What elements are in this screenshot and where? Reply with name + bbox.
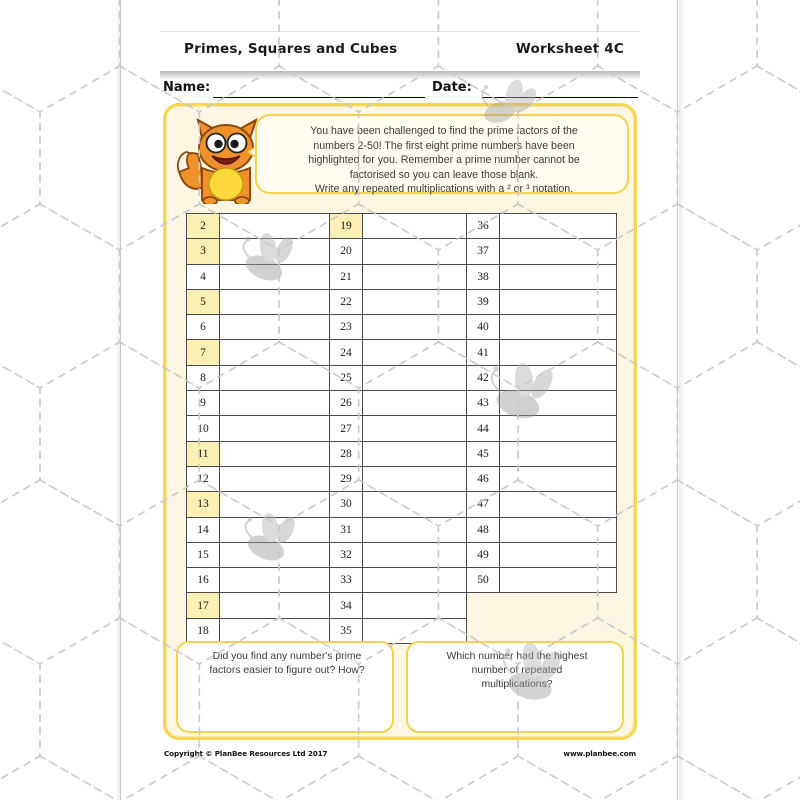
- answer-cell[interactable]: [220, 618, 330, 643]
- answer-cell[interactable]: [220, 466, 330, 491]
- table-row: [187, 441, 617, 466]
- number-cell-prime: 5: [187, 289, 220, 314]
- number-cell: 4: [187, 264, 220, 289]
- question-2-line-3: multiplications?: [481, 679, 553, 691]
- empty-cell: [500, 593, 617, 618]
- number-cell: 6: [187, 315, 220, 340]
- number-cell: 24: [330, 340, 363, 365]
- number-cell: 16: [187, 568, 220, 593]
- number-cell: 47: [467, 492, 500, 517]
- question-1-line-2: factors easier to figure out? How?: [209, 665, 365, 677]
- number-cell: 9: [187, 391, 220, 416]
- page-title: Primes, Squares and Cubes: [184, 41, 398, 57]
- number-cell: 33: [330, 568, 363, 593]
- instructions-line-1: You have been challenged to find the prime factors of the: [310, 125, 578, 137]
- answer-cell[interactable]: [363, 391, 467, 416]
- instructions-line-2: numbers 2-50! The first eight prime numbers have been: [313, 139, 575, 152]
- number-cell: 44: [467, 416, 500, 441]
- number-cell: 39: [467, 289, 500, 314]
- table-row: [187, 340, 617, 365]
- number-cell: 41: [467, 340, 500, 365]
- instructions-speech-bubble: [255, 114, 629, 194]
- answer-cell[interactable]: [500, 416, 617, 441]
- answer-cell[interactable]: [220, 239, 330, 264]
- number-cell: 25: [330, 365, 363, 390]
- number-cell: 48: [467, 517, 500, 542]
- number-cell: 46: [467, 466, 500, 491]
- table-row: [187, 391, 617, 416]
- answer-cell[interactable]: [220, 315, 330, 340]
- answer-cell[interactable]: [363, 214, 467, 239]
- answer-cell[interactable]: [363, 517, 467, 542]
- answer-cell[interactable]: [363, 466, 467, 491]
- number-cell-prime: 13: [187, 492, 220, 517]
- page-shadow-right: [679, 0, 685, 800]
- number-cell-prime: 11: [187, 441, 220, 466]
- answer-cell[interactable]: [220, 593, 330, 618]
- answer-cell[interactable]: [363, 315, 467, 340]
- number-cell: 31: [330, 517, 363, 542]
- footer: [164, 749, 638, 763]
- table-row: [187, 466, 617, 491]
- answer-cell[interactable]: [220, 391, 330, 416]
- number-cell: 23: [330, 315, 363, 340]
- number-cell-prime: 3: [187, 239, 220, 264]
- number-cell: 50: [467, 568, 500, 593]
- answer-cell[interactable]: [220, 492, 330, 517]
- number-cell: 22: [330, 289, 363, 314]
- table-row: [187, 542, 617, 567]
- answer-cell[interactable]: [220, 441, 330, 466]
- answer-cell[interactable]: [363, 593, 467, 618]
- number-cell: 29: [330, 466, 363, 491]
- answer-cell[interactable]: [500, 289, 617, 314]
- number-cell: 45: [467, 441, 500, 466]
- header: [160, 31, 640, 79]
- answer-cell[interactable]: [220, 214, 330, 239]
- answer-cell[interactable]: [363, 289, 467, 314]
- answer-cell[interactable]: [500, 517, 617, 542]
- number-cell: 18: [187, 618, 220, 643]
- number-cell: 38: [467, 264, 500, 289]
- answer-cell[interactable]: [363, 340, 467, 365]
- number-cell: 37: [467, 239, 500, 264]
- table-row: [187, 264, 617, 289]
- number-table-body: [187, 214, 617, 644]
- prime-factor-table: [186, 213, 616, 644]
- number-cell: 34: [330, 593, 363, 618]
- question-1-line-1: Did you find any number's prime: [212, 651, 362, 662]
- answer-cell[interactable]: [500, 441, 617, 466]
- table-row: [187, 618, 617, 643]
- number-cell: 49: [467, 542, 500, 567]
- answer-cell[interactable]: [363, 416, 467, 441]
- table-row: [187, 416, 617, 441]
- table-row: [187, 289, 617, 314]
- number-cell: 27: [330, 416, 363, 441]
- name-date-row: [160, 80, 640, 102]
- name-input-line[interactable]: [213, 97, 425, 98]
- website-link[interactable]: www.planbee.com: [563, 749, 636, 758]
- table-row: [187, 492, 617, 517]
- answer-cell[interactable]: [363, 618, 467, 643]
- number-cell-prime: 7: [187, 340, 220, 365]
- number-cell: 14: [187, 517, 220, 542]
- answer-cell[interactable]: [363, 568, 467, 593]
- number-cell: 40: [467, 315, 500, 340]
- number-cell: 28: [330, 441, 363, 466]
- number-cell: 32: [330, 542, 363, 567]
- instructions-line-4: factorised so you can leave those blank.: [349, 168, 539, 181]
- answer-cell[interactable]: [500, 466, 617, 491]
- answer-cell[interactable]: [363, 365, 467, 390]
- empty-cell: [467, 593, 500, 618]
- number-cell-prime: 2: [187, 214, 220, 239]
- instructions-line-3: highlighted for you. Remember a prime number cannot be: [308, 154, 580, 167]
- answer-cell[interactable]: [220, 289, 330, 314]
- instructions-text: [267, 124, 621, 197]
- table-row: [187, 365, 617, 390]
- answer-cell[interactable]: [500, 492, 617, 517]
- answer-cell[interactable]: [500, 239, 617, 264]
- number-cell: 30: [330, 492, 363, 517]
- answer-cell[interactable]: [500, 340, 617, 365]
- empty-cell: [500, 618, 617, 643]
- question-2-text: [416, 650, 618, 693]
- question-1-text: [186, 650, 388, 678]
- answer-cell[interactable]: [220, 416, 330, 441]
- number-cell: 35: [330, 618, 363, 643]
- instructions-line-5: Write any repeated multiplications with a ² or ³ notation.: [314, 183, 574, 196]
- number-cell: 15: [187, 542, 220, 567]
- table-row: [187, 568, 617, 593]
- answer-cell[interactable]: [220, 517, 330, 542]
- answer-cell[interactable]: [363, 441, 467, 466]
- number-cell: 21: [330, 264, 363, 289]
- answer-cell[interactable]: [220, 365, 330, 390]
- answer-cell[interactable]: [220, 568, 330, 593]
- answer-cell[interactable]: [363, 492, 467, 517]
- number-cell: 26: [330, 391, 363, 416]
- copyright-text: Copyright © PlanBee Resources Ltd 2017: [164, 749, 328, 758]
- date-label: Date:: [432, 80, 472, 95]
- number-cell: 43: [467, 391, 500, 416]
- number-cell-prime: 17: [187, 593, 220, 618]
- worksheet-label: Worksheet 4C: [515, 41, 624, 57]
- answer-cell[interactable]: [500, 264, 617, 289]
- answer-cell[interactable]: [220, 542, 330, 567]
- answer-cell[interactable]: [363, 542, 467, 567]
- number-cell: 42: [467, 365, 500, 390]
- header-box: [160, 31, 640, 71]
- answer-cell[interactable]: [500, 568, 617, 593]
- answer-cell[interactable]: [500, 391, 617, 416]
- date-input-line[interactable]: [482, 97, 638, 98]
- question-box-2[interactable]: [406, 641, 624, 733]
- table-row: [187, 517, 617, 542]
- header-gradient-divider: [160, 71, 640, 80]
- number-cell: 20: [330, 239, 363, 264]
- answer-cell[interactable]: [363, 239, 467, 264]
- answer-cell[interactable]: [500, 542, 617, 567]
- answer-cell[interactable]: [363, 264, 467, 289]
- empty-cell: [467, 618, 500, 643]
- question-2-line-1: Which number had the highest: [446, 651, 588, 662]
- answer-cell[interactable]: [220, 340, 330, 365]
- number-cell: 36: [467, 214, 500, 239]
- question-box-1[interactable]: [176, 641, 394, 733]
- number-table: [186, 213, 617, 644]
- answer-cell[interactable]: [500, 214, 617, 239]
- name-label: Name:: [163, 80, 211, 95]
- answer-cell[interactable]: [500, 315, 617, 340]
- answer-cell[interactable]: [220, 264, 330, 289]
- number-cell: 12: [187, 466, 220, 491]
- table-row: [187, 315, 617, 340]
- number-cell: 8: [187, 365, 220, 390]
- table-row: [187, 593, 617, 618]
- question-2-line-2: number of repeated: [471, 665, 563, 677]
- number-cell: 10: [187, 416, 220, 441]
- answer-cell[interactable]: [500, 365, 617, 390]
- table-row: [187, 239, 617, 264]
- table-row: [187, 214, 617, 239]
- number-cell-prime: 19: [330, 214, 363, 239]
